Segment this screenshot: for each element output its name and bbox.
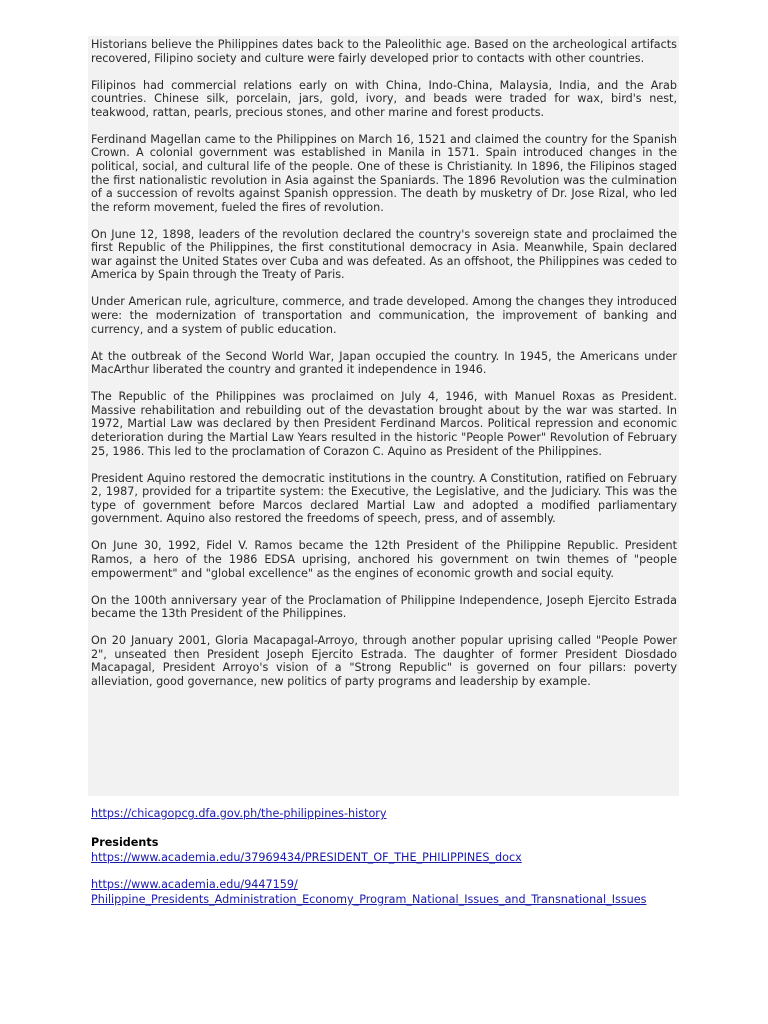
paragraph-ramos: On June 30, 1992, Fidel V. Ramos became the 12th President of the Philippine Republic. President Ramos, a hero of the 1986 EDSA uprising, anchored his government on twin themes of "people empowerment" and "global excellence" as the engines of economic growth and social equity.: [91, 539, 677, 580]
administration-source-link-part1[interactable]: https://www.academia.edu/9447159/: [91, 878, 298, 891]
presidents-source-link[interactable]: https://www.academia.edu/37969434/PRESIDENT_OF_THE_PHILIPPINES_docx: [91, 851, 522, 864]
history-article: [91, 38, 677, 702]
references-section: [91, 806, 711, 907]
paragraph-world-war: At the outbreak of the Second World War, Japan occupied the country. In 1945, the Americans under MacArthur liberated the country and granted it independence in 1946.: [91, 349, 677, 377]
paragraph-aquino: President Aquino restored the democratic institutions in the country. A Constitution, ratified on February 2, 1987, provided for a tripartite system: the Executive, the Legislative, and the Judiciary. This was the type of government before Marcos declared Martial Law and adopted a modified parliamentary government. Aquino also restored the freedoms of speech, press, and of assembly.: [91, 471, 677, 526]
paragraph-republic-1946: The Republic of the Philippines was proclaimed on July 4, 1946, with Manuel Roxas as President. Massive rehabilitation and rebuilding out of the devastation brought about by the war was started. In 1972, Martial Law was declared by then President Ferdinand Marcos. Political repression and economic deterioration during the Martial Law Years resulted in the historic "People Power" Revolution of February 25, 1986. This led to the proclamation of Corazon C. Aquino as President of the Philippines.: [91, 390, 677, 458]
paragraph-arroyo: On 20 January 2001, Gloria Macapagal-Arroyo, through another popular uprising called "People Power 2", unseated then President Joseph Ejercito Estrada. The daughter of former President Diosdado Macapagal, President Arroyo's vision of a "Strong Republic" is governed on four pillars: poverty alleviation, good governance, new politics of party programs and leadership by example.: [91, 634, 677, 688]
administration-source-link-part2[interactable]: Philippine_Presidents_Administration_Economy_Program_National_Issues_and_Transnational_Issues: [91, 893, 647, 906]
spacer: [91, 821, 711, 835]
paragraph-paleolithic: Historians believe the Philippines dates back to the Paleolithic age. Based on the archeological artifacts recovered, Filipino society and culture were fairly developed prior to contacts with other countries.: [91, 38, 677, 65]
history-source-link[interactable]: https://chicagopcg.dfa.gov.ph/the-philippines-history: [91, 807, 387, 820]
paragraph-american-rule: Under American rule, agriculture, commerce, and trade developed. Among the changes they introduced were: the modernization of transportation and communication, the improvement of banking and currency, and a system of public education.: [91, 295, 677, 336]
paragraph-magellan: Ferdinand Magellan came to the Philippines on March 16, 1521 and claimed the country for the Spanish Crown. A colonial government was established in Manila in 1571. Spain introduced changes in the political, social, and cultural life of the people. One of these is Christianity. In 1896, the Filipinos staged the first nationalistic revolution in Asia against the Spaniards. The 1896 Revolution was the culmination of a succession of revolts against Spanish oppression. The death by musketry of Dr. Jose Rizal, who led the reform movement, fueled the fires of revolution.: [91, 132, 677, 214]
spacer: [91, 865, 711, 877]
paragraph-estrada: On the 100th anniversary year of the Proclamation of Philippine Independence, Joseph Ejercito Estrada became the 13th President of the Philippines.: [91, 593, 677, 621]
paragraph-commercial-relations: Filipinos had commercial relations early on with China, Indo-China, Malaysia, India, and the Arab countries. Chinese silk, porcelain, jars, gold, ivory, and beads were traded for wax, bird's nest, teakwood, rattan, pearls, precious stones, and other marine and forest products.: [91, 78, 677, 119]
presidents-heading: Presidents: [91, 836, 159, 849]
paragraph-first-republic: On June 12, 1898, leaders of the revolution declared the country's sovereign state and proclaimed the first Republic of the Philippines, the first constitutional democracy in Asia. Meanwhile, Spain declared war against the United States over Cuba and was defeated. As an offshoot, the Philippines was ceded to America by Spain through the Treaty of Paris.: [91, 227, 677, 282]
